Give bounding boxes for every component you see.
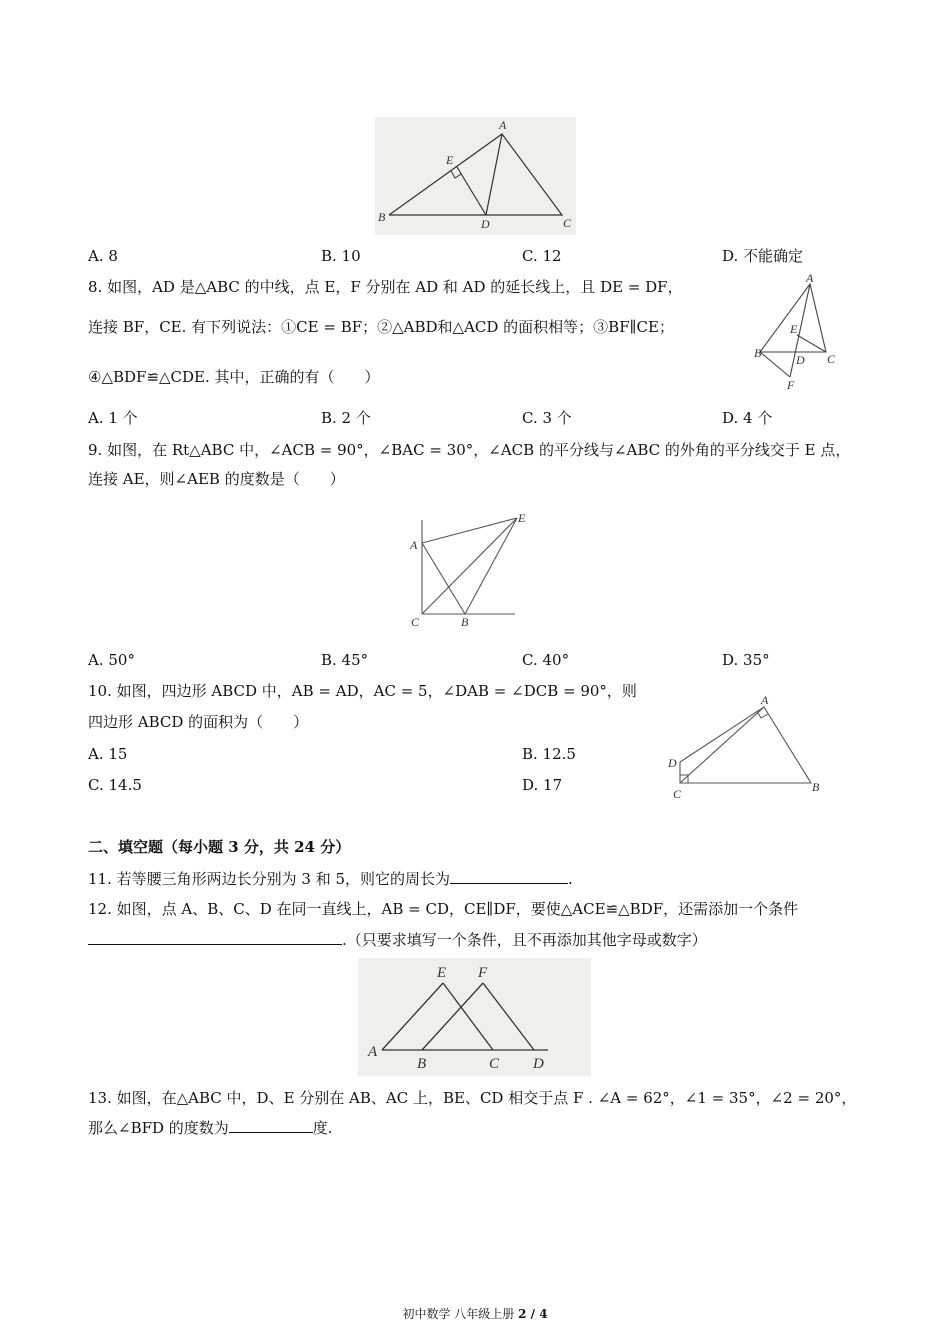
q8-line-1: 8. 如图，AD 是△ABC 的中线，点 E，F 分别在 AD 和 AD 的延长线上，且 DE = DF， xyxy=(88,278,683,296)
q8-line-2: 连接 BF，CE. 有下列说法：①CE = BF；②△ABD和△ACD 的面积相等；③BF∥CE； xyxy=(88,318,674,336)
q10-label-c: C xyxy=(673,787,682,801)
q9-label-b: B xyxy=(461,615,469,629)
q12-line-2-end: .（只要求填写一个条件，且不再添加其他字母或数字） xyxy=(342,931,707,949)
q9-label-a: A xyxy=(410,538,418,552)
q11-answer-blank[interactable] xyxy=(450,869,568,884)
q10-label-a: A xyxy=(761,693,769,707)
q10-option-d: D. 17 xyxy=(522,776,563,794)
q7-label-e: E xyxy=(446,153,454,167)
q10-figure xyxy=(664,690,830,802)
q7-option-b: B. 10 xyxy=(321,247,361,265)
q9-label-e: E xyxy=(518,511,526,525)
q7-triangle-diagram xyxy=(375,117,576,235)
q7-label-a: A xyxy=(499,118,507,132)
q8-option-c: C. 3 个 xyxy=(522,409,572,427)
q12-label-b: B xyxy=(417,1056,427,1072)
q8-line-3: ④△BDF≌△CDE. 其中，正确的有（ ） xyxy=(88,368,380,386)
q7-option-d: D. 不能确定 xyxy=(722,247,804,265)
q8-label-e: E xyxy=(790,322,798,336)
q8-label-d: D xyxy=(796,353,805,367)
q8-triangle-diagram xyxy=(750,272,842,390)
q12-label-c: C xyxy=(489,1056,500,1072)
q8-label-f: F xyxy=(787,378,795,390)
q10-label-b: B xyxy=(812,780,820,794)
q7-label-d: D xyxy=(481,217,490,231)
q7-option-a: A. 8 xyxy=(88,247,118,265)
q9-triangle-diagram xyxy=(405,508,530,630)
q12-line-2 xyxy=(88,930,707,950)
q9-option-c: C. 40° xyxy=(522,651,570,669)
page-footer xyxy=(0,1306,950,1322)
q8-option-d: D. 4 个 xyxy=(722,409,773,427)
q12-figure xyxy=(358,958,591,1076)
q9-option-a: A. 50° xyxy=(88,651,135,669)
q7-figure xyxy=(375,117,576,235)
section-heading-fill-in: 二、填空题（每小题 3 分，共 24 分） xyxy=(88,838,351,856)
q10-line-1: 10. 如图，四边形 ABCD 中，AB = AD，AC = 5，∠DAB = ∠DCB = 90°，则 xyxy=(88,682,637,700)
q10-label-d: D xyxy=(668,756,677,770)
q9-line-2: 连接 AE，则∠AEB 的度数是（ ） xyxy=(88,470,345,488)
q13-line-1: 13. 如图，在△ABC 中，D、E 分别在 AB、AC 上，BE、CD 相交于点 F . ∠A = 62°，∠1 = 35°，∠2 = 20°， xyxy=(88,1089,857,1107)
q10-line-2: 四边形 ABCD 的面积为（ ） xyxy=(88,713,309,731)
q13-line-2 xyxy=(88,1118,333,1138)
q13-line-2-end: 度. xyxy=(312,1119,333,1137)
q10-option-b: B. 12.5 xyxy=(522,745,576,763)
q8-option-a: A. 1 个 xyxy=(88,409,138,427)
q9-option-d: D. 35° xyxy=(722,651,770,669)
q12-triangles-diagram xyxy=(358,958,591,1076)
q8-label-c: C xyxy=(827,352,836,366)
q12-line-1: 12. 如图，点 A、B、C、D 在同一直线上，AB = CD，CE∥DF，要使△ACE≌△BDF，还需添加一个条件 xyxy=(88,900,799,918)
q10-option-c: C. 14.5 xyxy=(88,776,142,794)
q12-label-a: A xyxy=(368,1044,378,1060)
q12-label-d: D xyxy=(533,1056,544,1072)
q7-option-c: C. 12 xyxy=(522,247,562,265)
q13-line-2-start: 那么∠BFD 的度数为 xyxy=(88,1119,229,1137)
q9-label-c: C xyxy=(411,615,420,629)
q12-answer-blank[interactable] xyxy=(88,930,342,945)
q7-label-c: C xyxy=(563,216,572,230)
q8-option-b: B. 2 个 xyxy=(321,409,371,427)
q9-line-1: 9. 如图，在 Rt△ABC 中，∠ACB = 90°，∠BAC = 30°，∠ACB 的平分线与∠ABC 的外角的平分线交于 E 点， xyxy=(88,441,851,459)
q11-text: 11. 若等腰三角形两边长分别为 3 和 5，则它的周长为 xyxy=(88,870,451,888)
q9-figure xyxy=(405,508,530,630)
q8-label-b: B xyxy=(754,346,762,360)
footer-course: 初中数学 八年级上册 xyxy=(402,1307,515,1321)
q12-label-e: E xyxy=(437,965,447,981)
q7-label-b: B xyxy=(378,210,386,224)
q12-label-f: F xyxy=(478,965,488,981)
q10-option-a: A. 15 xyxy=(88,745,128,763)
q11-end: . xyxy=(568,870,573,888)
footer-page-number: 2 / 4 xyxy=(518,1307,548,1321)
q8-figure xyxy=(750,272,842,390)
q11-line xyxy=(88,869,573,889)
q9-option-b: B. 45° xyxy=(321,651,369,669)
q10-quadrilateral-diagram xyxy=(664,690,830,802)
q8-label-a: A xyxy=(806,272,814,285)
q13-answer-blank[interactable] xyxy=(229,1118,313,1133)
